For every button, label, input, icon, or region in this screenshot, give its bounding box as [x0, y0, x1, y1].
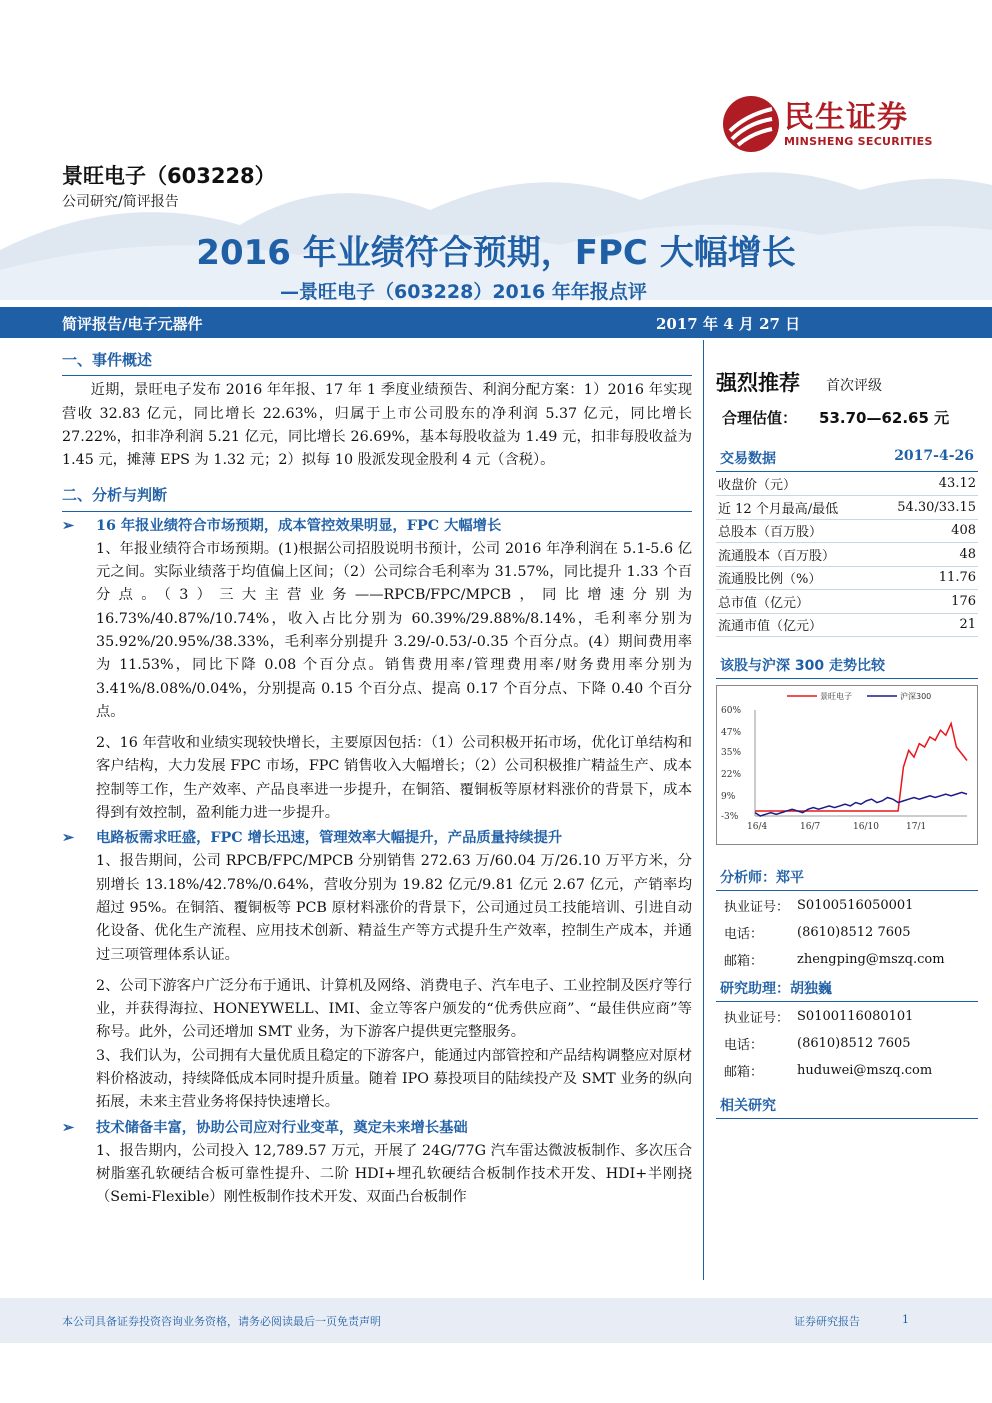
trade-data-key: 流通市值（亿元）: [716, 613, 873, 637]
analyst-contact-key: 执业证号：: [724, 900, 790, 915]
trade-data-row: [716, 590, 978, 614]
y-tick-label: 35%: [721, 748, 742, 759]
assistant-contact-value: (8610)8512 7605: [797, 1036, 911, 1051]
footer-disclaimer: 本公司具备证券投资咨询业务资格，请务必阅读最后一页免责声明: [62, 1315, 381, 1328]
footer: [0, 1298, 992, 1343]
arrow-icon: ➢: [62, 1119, 74, 1136]
x-tick-label: 16/10: [853, 822, 879, 832]
paragraph: 1、报告期内，公司投入 12,789.57 万元，开展了 24G/77G 汽车雷达微波板制作、多次压合树脂塞孔软硬结合板可靠性提升、二阶 HDI+埋孔软硬结合板制作技术开发、HDI+半刚挠（Semi-Flexible）刚性板制作技术开发、双面凸台板制作: [96, 1142, 692, 1206]
trade-data-value: 54.30/33.15: [873, 496, 978, 520]
assistant-contact-key: 执业证号：: [724, 1011, 790, 1026]
trade-data-key: 流通股本（百万股）: [716, 543, 873, 567]
related-title: 相关研究: [720, 1098, 776, 1114]
bullet-heading: [62, 827, 692, 850]
paragraph: 1、年报业绩符合市场预期。(1)根据公司招股说明书预计，公司 2016 年净利润在 5.1-5.6 亿元之间。实际业绩落于均值偏上区间；（2）公司综合毛利率为 31.57%，同比提升 1.33 个百分点。（3）三大主营业务——RPCB/FPC/MPCB，同比增速分别为 16.73%/40.87%/10.74%，收入占比分别为 60.39%/29.88%/8.14%，毛利率分别为 35.92%/20.95%/38.33%，毛利率分别提升 3.29/-0.53/-0.35 个百分点。(4）期间费用率为 11.53%，同比下降 0.08 个百分点。销售费用率/管理费用率/财务费用率分别为 3.41%/8.08%/0.04%，分别提高 0.15 个百分点、提高 0.17 个百分点、下降 0.40 个百分点。: [96, 540, 692, 720]
paragraph: 1、报告期间，公司 RPCB/FPC/MPCB 分别销售 272.63 万/60.04 万/26.10 万平方米，分别增长 13.18%/42.78%/0.64%，营收分别为 19.82 亿元/9.81 亿元 2.67 亿元，产销率均超过 95%。在铜箔、覆铜板等 PCB 原材料涨价的背景下，公司通过员工技能培训、引进自动化设备、优化生产流程、应用技术创新、精益生产等方式提升生产效率，控制生产成本，并通过三项管理体系认证。: [96, 853, 692, 963]
assistant-contact-row: [718, 1058, 932, 1083]
bullet-heading: [62, 515, 692, 538]
y-tick-label: 22%: [721, 769, 742, 780]
trade-data-value: 48: [873, 543, 978, 567]
column-divider: [703, 340, 704, 1280]
analyst-contact-key: 邮箱：: [724, 954, 764, 969]
stock-chart: [716, 685, 978, 845]
related-header: [716, 1095, 978, 1119]
arrow-icon: ➢: [62, 517, 74, 534]
paragraph: 2、16 年营收和业绩实现较快增长，主要原因包括：（1）公司积极开拓市场，优化订单结构和客户结构，大力发展 FPC 市场，FPC 销售收入大幅增长；（2）公司积极推广精益生产、成本控制等工作，生产效率、产品良率进一步提升，在铜箔、覆铜板等原材料涨价的背景下，成本得到有效控制，盈利能力进一步提升。: [96, 735, 692, 822]
category-label: 简评报告/电子元器件: [62, 315, 203, 333]
report-title: 2016 年业绩符合预期，FPC 大幅增长: [196, 233, 796, 273]
main-content: [62, 345, 692, 1210]
legend-label: 景旺电子: [820, 692, 852, 701]
document-type: 公司研究/简评报告: [62, 194, 179, 210]
mountain-background: [0, 130, 992, 300]
assistant-contact-value: S0100116080101: [797, 1009, 914, 1024]
arrow-icon: ➢: [62, 830, 74, 847]
trade-data-row: [716, 472, 978, 496]
page-number: 1: [902, 1313, 909, 1326]
analyst-contact-value: (8610)8512 7605: [797, 925, 911, 940]
trade-data-row: [716, 543, 978, 567]
trade-data-date: 2017-4-26: [894, 448, 974, 464]
analyst-contact-row: [718, 893, 945, 918]
chart-header: [716, 655, 978, 679]
assistant-contact-key: 邮箱：: [724, 1065, 764, 1080]
rating-value: 强烈推荐: [716, 371, 800, 395]
assistant-contact-row: [718, 1004, 932, 1029]
rating-note: 首次评级: [826, 378, 882, 394]
x-tick-label: 16/4: [747, 822, 768, 832]
x-tick-label: 17/1: [906, 822, 927, 832]
analyst-header: [716, 867, 978, 891]
report-date: 2017 年 4 月 27 日: [656, 315, 801, 333]
assistant-contact-row: [718, 1031, 932, 1056]
trade-data-key: 流通股比例（%）: [716, 566, 873, 590]
trade-data-value: 21: [873, 613, 978, 637]
analyst-contact: [716, 891, 947, 974]
assistant-contact: [716, 1002, 934, 1085]
trade-data-row: [716, 613, 978, 637]
bullet-text: 技术储备丰富，协助公司应对行业变革，奠定未来增长基础: [96, 1119, 468, 1136]
trade-data-row: [716, 496, 978, 520]
assistant-contact-value: huduwei@mszq.com: [797, 1063, 933, 1078]
legend-label: 沪深300: [900, 692, 932, 701]
trade-data-value: 43.12: [873, 472, 978, 496]
brand-name-cn: 民生证券: [784, 99, 908, 135]
footer-label: 证券研究报告: [794, 1315, 860, 1328]
brand-logo: [722, 95, 933, 153]
report-subtitle: —景旺电子（603228）2016 年年报点评: [280, 281, 647, 303]
trade-data-key: 近 12 个月最高/最低: [716, 496, 873, 520]
bullet-text: 16 年报业绩符合市场预期，成本管控效果明显，FPC 大幅增长: [96, 517, 502, 534]
chart-title: 该股与沪深 300 走势比较: [720, 658, 885, 674]
analyst-contact-value: S0100516050001: [797, 898, 914, 913]
valuation-value: 53.70—62.65 元: [819, 409, 950, 427]
bullet-heading: [62, 1117, 692, 1140]
analyst-title: 分析师：郑平: [720, 870, 804, 886]
y-tick-label: 47%: [721, 727, 742, 738]
bullet-text: 电路板需求旺盛，FPC 增长迅速，管理效率大幅提升，产品质量持续提升: [96, 830, 563, 847]
section-title-overview: 一、事件概述: [62, 345, 692, 376]
valuation-label: 合理估值：: [722, 409, 798, 427]
trade-data-table: [716, 472, 978, 637]
assistant-contact-key: 电话：: [724, 1038, 764, 1053]
analyst-contact-key: 电话：: [724, 927, 764, 942]
y-tick-label: 9%: [721, 791, 736, 802]
trade-data-title: 交易数据: [720, 451, 776, 467]
x-tick-label: 16/7: [800, 822, 821, 832]
sidebar: [716, 345, 978, 1119]
paragraph: 3、我们认为，公司拥有大量优质且稳定的下游客户，能通过内部管控和产品结构调整应对原材料价格波动，持续降低成本同时提升质量。随着 IPO 募投项目的陆续投产及 SMT 业务的纵向拓展，未来主营业务将保持快速增长。: [96, 1047, 692, 1111]
y-tick-label: -3%: [721, 812, 739, 822]
trade-data-value: 176: [873, 590, 978, 614]
trade-data-value: 11.76: [873, 566, 978, 590]
valuation: [722, 407, 978, 428]
analyst-contact-value: zhengping@mszq.com: [797, 952, 945, 967]
trade-data-key: 总股本（百万股）: [716, 519, 873, 543]
trade-data-header: [716, 448, 978, 472]
assistant-header: [716, 978, 978, 1002]
section-title-analysis: 二、分析与判断: [62, 480, 692, 511]
company-name: 景旺电子（603228）: [62, 164, 276, 188]
y-tick-label: 60%: [721, 706, 742, 716]
category-bar: [0, 307, 992, 338]
assistant-title: 研究助理：胡独巍: [720, 981, 832, 997]
trade-data-key: 总市值（亿元）: [716, 590, 873, 614]
trade-data-value: 408: [873, 519, 978, 543]
trade-data-key: 收盘价（元）: [716, 472, 873, 496]
chart-svg: [717, 686, 977, 844]
paragraph: 近期，景旺电子发布 2016 年年报、17 年 1 季度业绩预告、利润分配方案：1）2016 年实现营收 32.83 亿元，同比增长 22.63%，归属于上市公司股东的净利润 5.37 亿元，同比增长 27.22%，扣非净利润 5.21 亿元，同比增长 26.69%，基本每股收益为 1.49 元，扣非每股收益为 1.45 元，摊薄 EPS 为 1.32 元；2）拟每 10 股派发现金股利 4 元（含税）。: [62, 382, 692, 469]
analyst-contact-row: [718, 920, 945, 945]
trade-data-row: [716, 566, 978, 590]
paragraph: 2、公司下游客户广泛分布于通讯、计算机及网络、消费电子、汽车电子、工业控制及医疗等行业，并获得海拉、HONEYWELL、IMI、金立等客户颁发的“优秀供应商”、“最佳供应商”等称号。此外，公司还增加 SMT 业务，为下游客户提供更完整服务。: [96, 977, 693, 1041]
minsheng-logo-icon: [722, 95, 780, 153]
rating: [716, 367, 978, 397]
analyst-contact-row: [718, 947, 945, 972]
brand-name-en: MINSHENG SECURITIES: [784, 134, 933, 148]
trade-data-row: [716, 519, 978, 543]
series-line: [755, 792, 967, 816]
